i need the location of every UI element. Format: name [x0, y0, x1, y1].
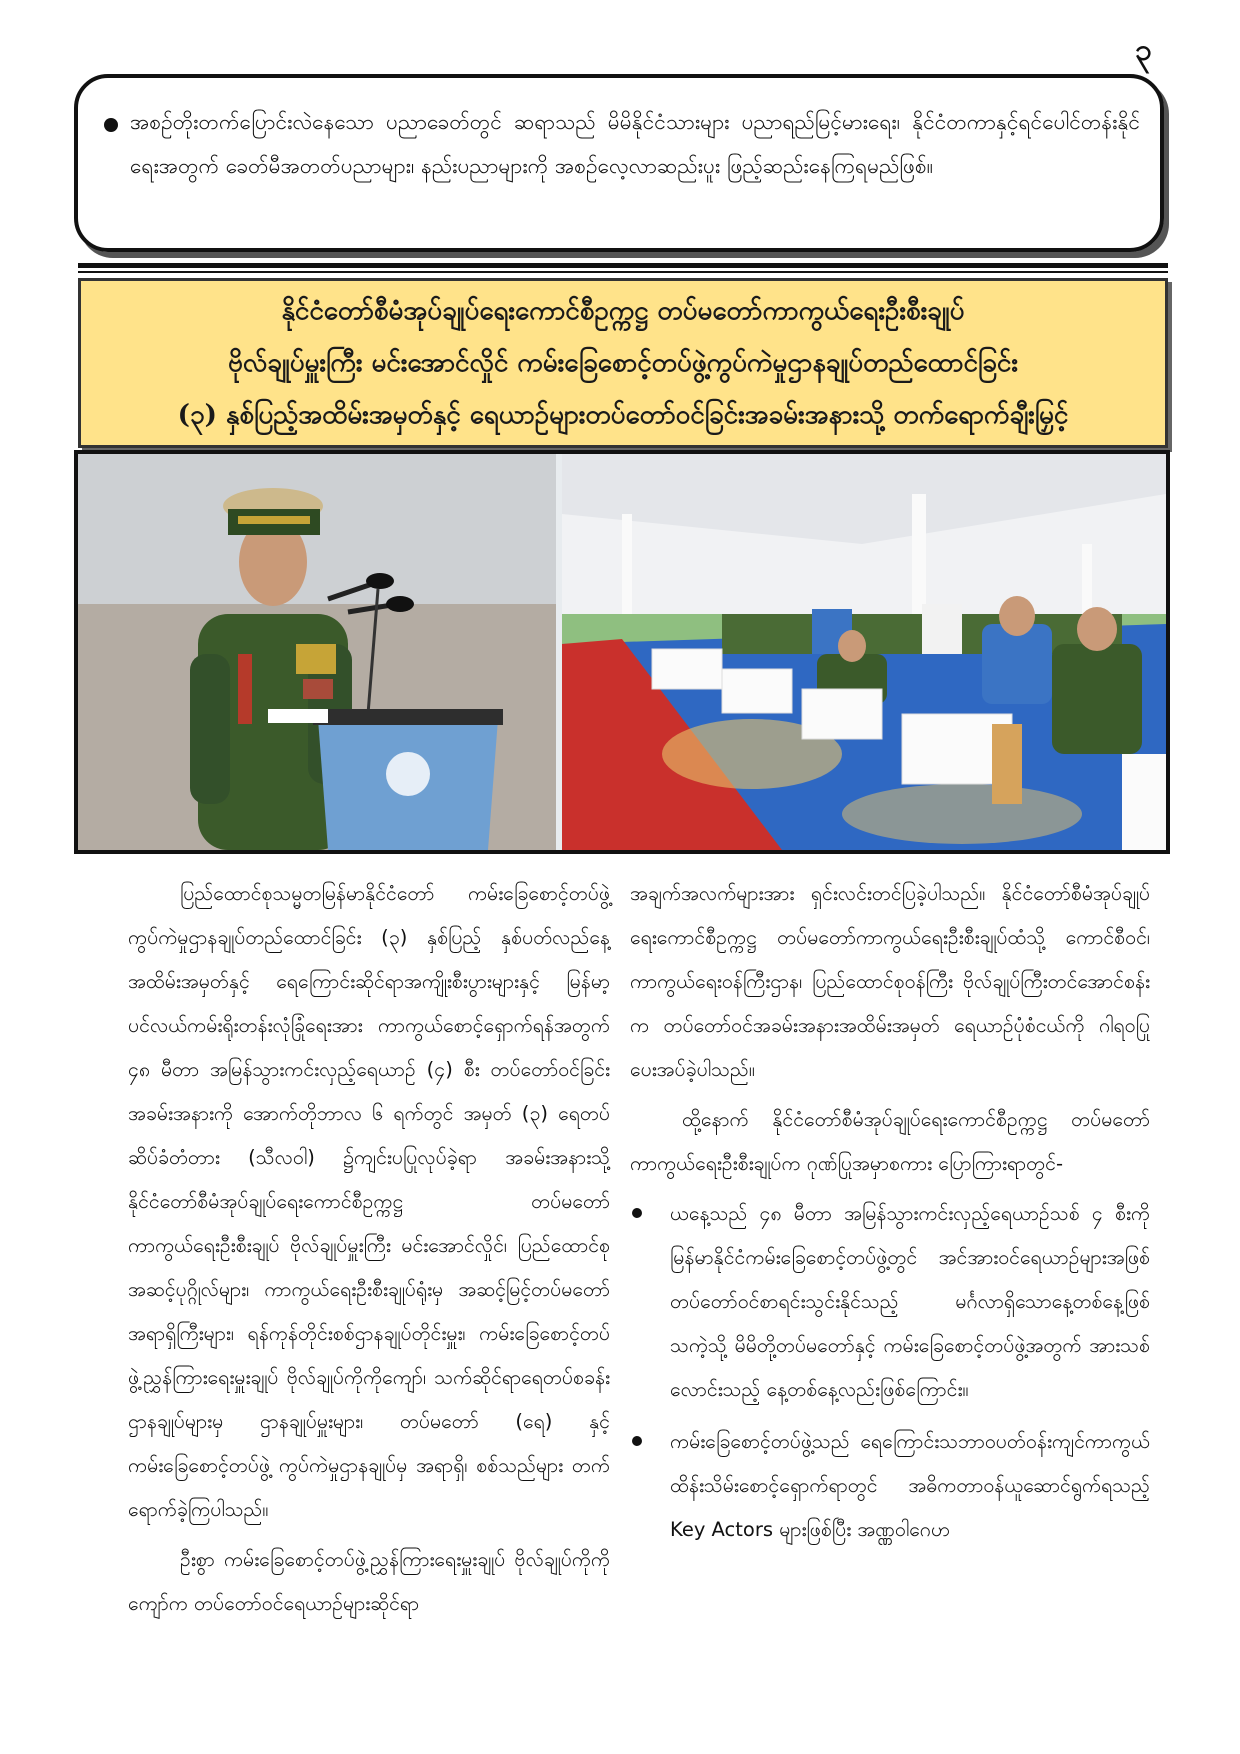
article-paragraph: ပြည်ထောင်စုသမ္မတမြန်မာနိုင်ငံတော် ကမ်းခြေစောင့်တပ်ဖွဲ့ကွပ်ကဲမှုဌာနချုပ်တည်ထောင်ခြင်း (၃) နှစ်ပြည့် နှစ်ပတ်လည်နေ့အထိမ်းအမှတ်နှင့် ရေကြောင်းဆိုင်ရာအကျိုးစီးပွားများနှင့် မြန်မာ့ပင်လယ်ကမ်းရိုးတန်းလုံခြုံရေးအား ကာကွယ်စောင့်ရှောက်ရန်အတွက် ၄၈ မီတာ အမြန်သွားကင်းလှည့်ရေယာဉ် (၄) စီး တပ်တော်ဝင်ခြင်းအခမ်းအနားကို အောက်တိုဘာလ ၆ ရက်တွင် အမှတ် (၃) ရေတပ်ဆိပ်ခံတံတား (သီလဝါ) ၌ကျင်းပပြုလုပ်ခဲ့ရာ အခမ်းအနားသို့ နိုင်ငံတော်စီမံအုပ်ချုပ်ရေးကောင်စီဥက္ကဋ္ဌ တပ်မတော်ကာကွယ်ရေးဦးစီးချုပ် ဗိုလ်ချုပ်မှူးကြီး မင်းအောင်လှိုင်၊ ပြည်ထောင်စုအဆင့်ပုဂ္ဂိုလ်များ၊ ကာကွယ်ရေးဦးစီးချုပ်ရုံးမှ အဆင့်မြင့်တပ်မတော်အရာရှိကြီးများ၊ ရန်ကုန်တိုင်းစစ်ဌာနချုပ်တိုင်းမှူး၊ ကမ်းခြေစောင့်တပ်ဖွဲ့ညွှန်ကြားရေးမှူးချုပ် ဗိုလ်ချုပ်ကိုကိုကျော်၊ သက်ဆိုင်ရာရေတပ်စခန်းဌာနချုပ်များမှ ဌာနချုပ်မှူးများ၊ တပ်မတော် (ရေ) နှင့် ကမ်းခြေစောင့်တပ်ဖွဲ့ ကွပ်ကဲမှုဌာနချုပ်မှ အရာရှိ၊ စစ်သည်များ တက်ရောက်ခဲ့ကြပါသည်။	[128, 882, 610, 1521]
summary-text: အစဉ်တိုးတက်ပြောင်းလဲနေသော ပညာခေတ်တွင် ဆရာသည် မိမိနိုင်ငံသားများ ပညာရည်မြင့်မားရေး၊ နိုင်ငံတကာနှင့်ရင်ပေါင်တန်းနိုင်ရေးအတွက် ခေတ်မီအတတ်ပညာများ၊ နည်းပညာများကို အစဉ်လေ့လာဆည်းပူး ဖြည့်ဆည်းနေကြရမည်ဖြစ်။	[130, 110, 1140, 178]
headline-line-2: ဗိုလ်ချုပ်မှူးကြီး မင်းအောင်လှိုင် ကမ်းခြေစောင့်တပ်ဖွဲ့ကွပ်ကဲမှုဌာနချုပ်တည်ထောင်ခြင်း	[228, 348, 1018, 378]
bullet-text: ယနေ့သည် ၄၈ မီတာ အမြန်သွားကင်းလှည့်ရေယာဉ်သစ် ၄ စီးကို မြန်မာနိုင်ငံကမ်းခြေစောင့်တပ်ဖွဲ့တွင် အင်အားဝင်ရေယာဉ်များအဖြစ် တပ်တော်ဝင်စာရင်းသွင်းနိုင်သည့် မင်္ဂလာရှိသောနေ့တစ်နေ့ဖြစ်သကဲ့သို့ မိမိတို့တပ်မတော်နှင့် ကမ်းခြေစောင့်တပ်ဖွဲ့အတွက် အားသစ်လောင်းသည့် နေ့တစ်နေ့လည်းဖြစ်ကြောင်း။	[670, 1202, 1150, 1401]
headline-box	[78, 278, 1168, 448]
photo-audience-under-tent	[562, 454, 1166, 850]
bullet-icon	[104, 118, 118, 132]
article-column-right	[630, 872, 1150, 1560]
headline-line-1: နိုင်ငံတော်စီမံအုပ်ချုပ်ရေးကောင်စီဥက္ကဋ္ဌ တပ်မတော်ကာကွယ်ရေးဦးစီးချုပ်	[281, 296, 965, 326]
bullet-point	[630, 1420, 1150, 1552]
article-paragraph: ဦးစွာ ကမ်းခြေစောင့်တပ်ဖွဲ့ညွှန်ကြားရေးမှူးချုပ် ဗိုလ်ချုပ်ကိုကိုကျော်က တပ်တော်ဝင်ရေယာဉ်များဆိုင်ရာ	[128, 1548, 610, 1615]
page-number: ၃	[1135, 33, 1152, 68]
bullet-icon	[632, 1208, 642, 1218]
article-paragraph: အချက်အလက်များအား ရှင်းလင်းတင်ပြခဲ့ပါသည်။ နိုင်ငံတော်စီမံအုပ်ချုပ်ရေးကောင်စီဥက္ကဋ္ဌ တပ်မတော်ကာကွယ်ရေးဦးစီးချုပ်ထံသို့ ကောင်စီဝင်၊ ကာကွယ်ရေးဝန်ကြီးဌာန၊ ပြည်ထောင်စုဝန်ကြီး ဗိုလ်ချုပ်ကြီးတင်အောင်စန်းက တပ်တော်ဝင်အခမ်းအနားအထိမ်းအမှတ် ရေယာဉ်ပုံစံငယ်ကို ဂါရဝပြုပေးအပ်ခဲ့ပါသည်။	[630, 882, 1150, 1081]
divider-rule-thin	[78, 271, 1168, 273]
photo-speaker-at-podium	[78, 454, 556, 850]
headline-line-3: (၃) နှစ်ပြည့်အထိမ်းအမှတ်နှင့် ရေယာဉ်များတပ်တော်ဝင်ခြင်းအခမ်းအနားသို့ တက်ရောက်ချီးမြှင့်	[177, 400, 1069, 430]
news-photo	[74, 450, 1170, 854]
article-paragraph: ထို့နောက် နိုင်ငံတော်စီမံအုပ်ချုပ်ရေးကောင်စီဥက္ကဋ္ဌ တပ်မတော်ကာကွယ်ရေးဦးစီးချုပ်က ဂုဏ်ပြုအမှာစကား ပြောကြားရာတွင်-	[630, 1108, 1150, 1175]
article-column-left	[128, 872, 610, 1632]
divider-rule	[78, 263, 1168, 268]
bullet-text: ကမ်းခြေစောင့်တပ်ဖွဲ့သည် ရေကြောင်းသဘာဝပတ်ဝန်းကျင်ကာကွယ်ထိန်းသိမ်းစောင့်ရှောက်ရာတွင် အဓိကတာဝန်ယူဆောင်ရွက်ရသည့် Key Actors များဖြစ်ပြီး အဏ္ဏဝါဂေဟ	[670, 1430, 1150, 1541]
summary-box	[74, 74, 1164, 252]
bullet-icon	[632, 1436, 642, 1446]
bullet-point	[630, 1192, 1150, 1412]
